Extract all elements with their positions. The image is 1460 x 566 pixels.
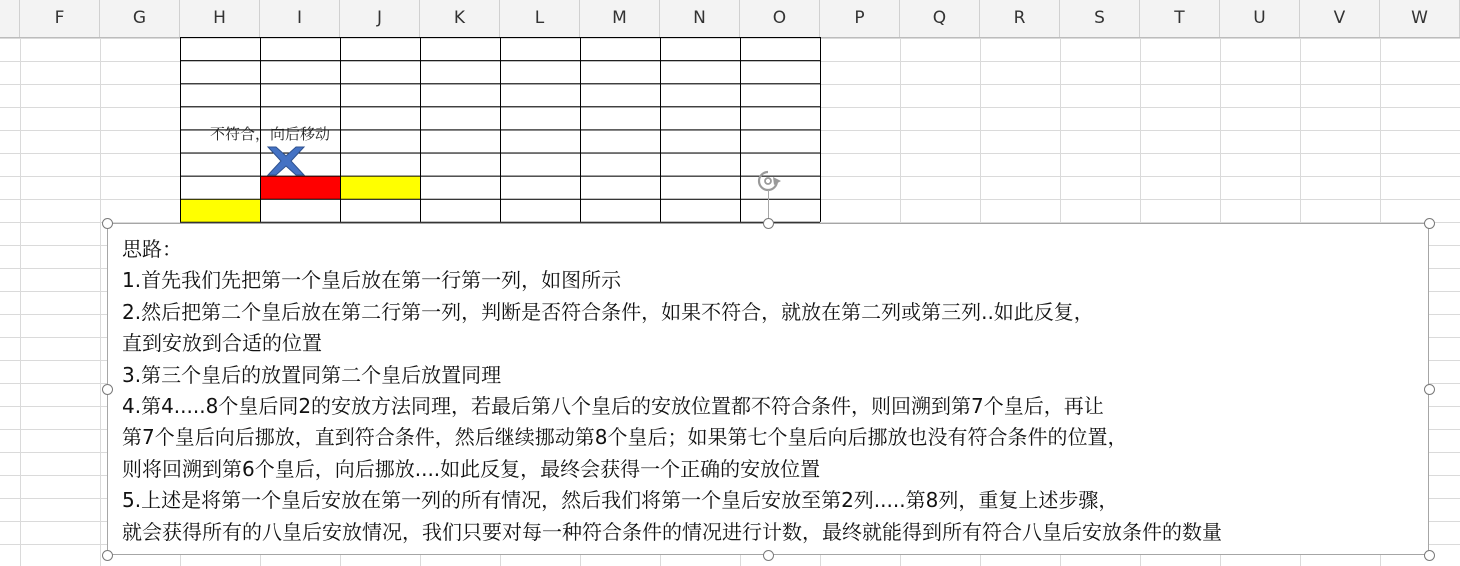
column-header-r[interactable]: R	[980, 0, 1060, 37]
column-header-s[interactable]: S	[1060, 0, 1140, 37]
text-line: 2.然后把第二个皇后放在第二行第一列，判断是否符合条件，如果不符合，就放在第二列或第三列..如此反复，	[122, 299, 1094, 324]
column-header-u[interactable]: U	[1220, 0, 1300, 37]
floating-annotation-label[interactable]: 不符合，向后移动	[210, 125, 331, 143]
resize-handle-bottom-right[interactable]	[1424, 550, 1435, 561]
text-line: 思路：	[122, 237, 182, 261]
resize-handle-bottom-left[interactable]	[102, 550, 113, 561]
column-header-i[interactable]: I	[260, 0, 340, 37]
resize-handle-mid-left[interactable]	[102, 384, 113, 395]
column-header-j[interactable]: J	[340, 0, 420, 37]
column-header-v[interactable]: V	[1300, 0, 1380, 37]
text-line: 1.首先我们先把第一个皇后放在第一行第一列，如图所示	[122, 268, 622, 293]
column-header-h[interactable]: H	[180, 0, 260, 37]
resize-handle-mid-right[interactable]	[1424, 384, 1435, 395]
resize-handle-bottom-mid[interactable]	[763, 550, 774, 561]
column-header-bar	[0, 0, 1460, 38]
board-cell-i-6[interactable]	[260, 176, 340, 199]
resize-handle-top-left[interactable]	[102, 218, 113, 229]
column-header-o[interactable]: O	[740, 0, 820, 37]
resize-handle-top-mid[interactable]	[763, 218, 774, 229]
resize-handle-top-right[interactable]	[1424, 218, 1435, 229]
text-line: 5.上述是将第一个皇后安放在第一列的所有情况，然后我们将第一个皇后安放至第2列.....第8列，重复上述步骤，	[122, 488, 1119, 513]
column-header-k[interactable]: K	[420, 0, 500, 37]
column-header-w[interactable]: W	[1380, 0, 1460, 37]
column-header-l[interactable]: L	[500, 0, 580, 37]
text-line: 3.第三个皇后的放置同第二个皇后放置同理	[122, 362, 502, 387]
text-line: 则将回溯到第6个皇后，向后挪放....如此反复，最终会获得一个正确的安放位置	[122, 456, 821, 481]
column-header-p[interactable]: P	[820, 0, 900, 37]
column-header-n[interactable]: N	[660, 0, 740, 37]
text-line: 4.第4.....8个皇后同2的安放方法同理，若最后第八个皇后的安放位置都不符合条件，则回溯到第7个皇后，再让	[122, 393, 1104, 418]
column-header-f[interactable]: F	[20, 0, 100, 37]
text-line: 直到安放到合适的位置	[122, 331, 322, 356]
column-header-stub	[0, 0, 20, 37]
text-box[interactable]	[107, 223, 1429, 555]
column-header-g[interactable]: G	[100, 0, 180, 37]
column-header-q[interactable]: Q	[900, 0, 980, 37]
board-cell-h-7[interactable]	[180, 199, 260, 222]
cross-mark-icon[interactable]	[264, 145, 308, 177]
text-box-content[interactable]	[122, 234, 1420, 548]
column-header-t[interactable]: T	[1140, 0, 1220, 37]
column-header-m[interactable]: M	[580, 0, 660, 37]
board-cell-j-6[interactable]	[340, 176, 420, 199]
text-line: 第7个皇后向后挪放，直到符合条件，然后继续挪动第8个皇后；如果第七个皇后向后挪放也没有符合条件的位置，	[122, 425, 1128, 450]
text-line: 就会获得所有的八皇后安放情况，我们只要对每一种符合条件的情况进行计数，最终就能得到所有符合八皇后安放条件的数量	[122, 519, 1222, 544]
